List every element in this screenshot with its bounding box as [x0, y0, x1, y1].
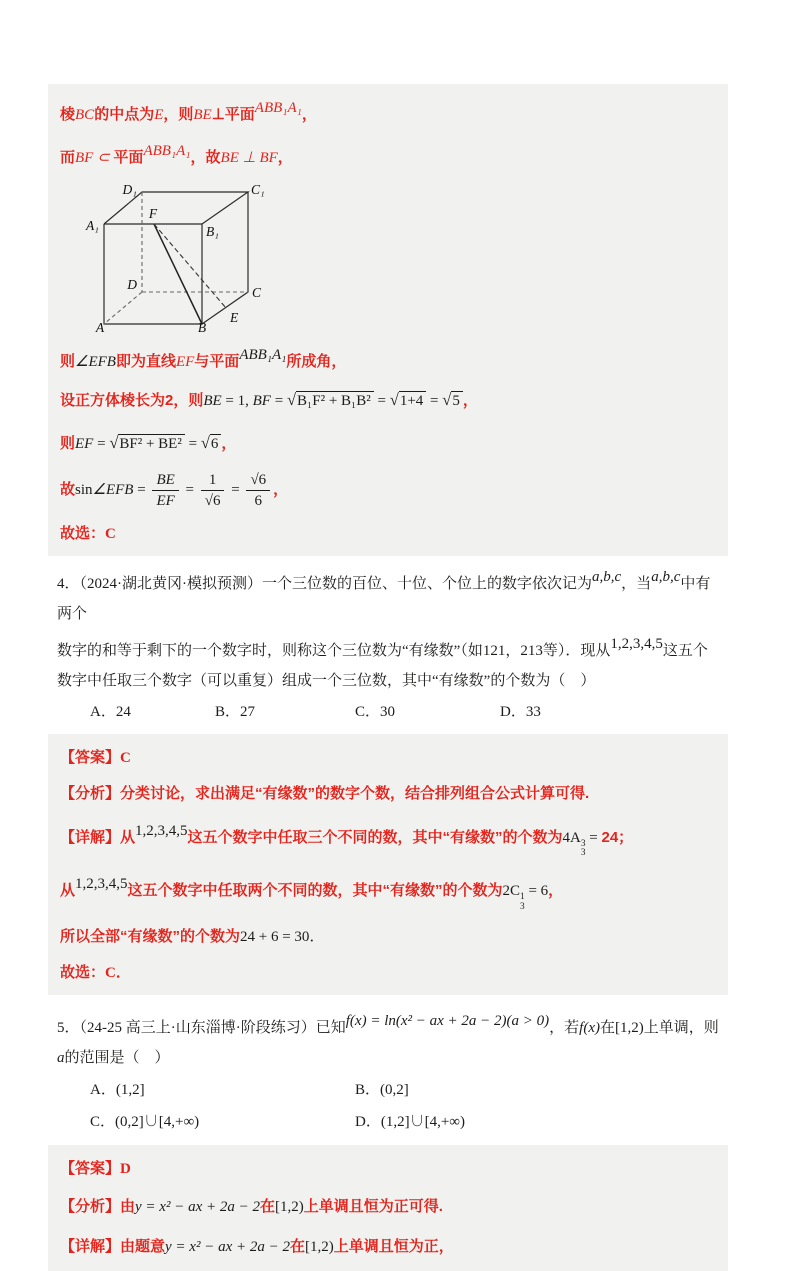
answer-5-analysis-line: 【分析】由y = x² − ax + 2a − 2在[1,2)上单调且恒为正可得.	[60, 1198, 443, 1216]
question-5-option-c	[90, 1107, 355, 1137]
answer-5-detail-line: 【详解】由题意y = x² − ax + 2a − 2在[1,2)上单调且恒为正，	[60, 1238, 454, 1256]
cube-dashed-edges	[104, 192, 248, 324]
option-value: (0,2]	[380, 1082, 409, 1099]
label-D1: D₁	[122, 181, 137, 197]
label-C1: C₁	[251, 181, 265, 197]
question-4-line-3: 数字中任取三个数字（可以重复）组成一个三位数，其中“有缘数”的个数为（ ）	[57, 672, 596, 689]
cube-svg	[80, 182, 265, 334]
solution-3-answer-line: 故选：C	[60, 525, 116, 543]
option-label: C．	[90, 1114, 116, 1131]
label-A: A	[95, 319, 105, 335]
solution-3-line-2: 而BF ⊂ 平面ABB₁A₁，故BE ⊥ BF，	[60, 142, 293, 166]
option-value: (0,2]∪[4,+∞)	[115, 1114, 200, 1131]
option-label: A．	[90, 1082, 116, 1099]
option-value: (1,2]	[115, 1082, 145, 1099]
label-C: C	[252, 284, 262, 300]
label-B: B	[197, 319, 207, 335]
question-4-line-2: 数字的和等于剩下的一个数字时，则称这个三位数为“有缘数”（如121，213等）．现从1,2,3,4,5这五个	[57, 636, 708, 659]
answer-4-detail-line-3: 所以全部“有缘数”的个数为24 + 6 = 30．	[60, 927, 325, 945]
question-4-option-d	[500, 698, 541, 726]
question-4	[57, 562, 725, 726]
cube-figure	[80, 182, 716, 339]
option-value: 33	[525, 703, 541, 720]
answer-4-detail-line-2: 从1,2,3,4,5这五个数字中任取两个不同的数，其中“有缘数”的个数为2C 1 3 = 6，	[60, 876, 564, 912]
option-label: B．	[355, 1082, 381, 1099]
question-4-option-b	[215, 698, 355, 726]
answer-5-block	[48, 1145, 728, 1271]
solution-3-line-5: 则EF = √BF² + BE² = √6 ，	[60, 433, 237, 453]
label-E: E	[230, 309, 239, 325]
answer-4-block	[48, 734, 728, 995]
question-4-option-a	[90, 698, 215, 726]
option-value: 24	[115, 703, 131, 720]
top-margin	[0, 0, 800, 84]
question-5-line-1: 5．（24-25 高三上·山东淄博·阶段练习）已知f(x) = ln(x² − ax + 2a − 2)(a > 0)，若f(x)在[1,2)上单调，则	[57, 1012, 719, 1036]
option-label: B．	[215, 703, 241, 720]
question-5-option-a	[90, 1075, 355, 1105]
option-label: D．	[355, 1114, 381, 1131]
question-5-options	[57, 1075, 725, 1137]
answer-4-answer-line: 【答案】C	[60, 748, 131, 766]
label-D: D	[127, 276, 137, 292]
question-5-line-2: a的范围是（ ）	[57, 1050, 170, 1067]
label-B1: B₁	[206, 223, 219, 239]
option-label: C．	[355, 703, 381, 720]
label-F: F	[148, 205, 158, 221]
question-5-option-b	[355, 1075, 725, 1105]
option-label: D．	[500, 703, 526, 720]
question-5	[57, 1005, 725, 1138]
question-4-line-1: 4．（2024·湖北黄冈·模拟预测）一个三位数的百位、十位、个位上的数字依次记为a,b,c，当a,b,c中有两个	[57, 569, 711, 622]
label-A1: A₁	[86, 217, 99, 233]
option-value: (1,2]∪[4,+∞)	[380, 1114, 465, 1131]
cube-solid-edges	[104, 192, 248, 324]
solution-3-line-3: 则∠EFB即为直线EF与平面ABB₁A₁所成角，	[60, 346, 347, 370]
segment-FB	[154, 224, 202, 324]
option-value: 30	[380, 703, 396, 720]
option-value: 27	[240, 703, 256, 720]
answer-4-choice-line: 故选：C．	[60, 963, 131, 981]
question-4-options	[57, 698, 725, 726]
option-label: A．	[90, 703, 116, 720]
question-4-option-c	[355, 698, 500, 726]
question-5-option-d	[355, 1107, 725, 1137]
solution-3-line-6: 故sin∠EFB = $\frac{BE}{EF}$ = $\frac{1}{√6}$ = $\frac{√6}{6}$ ，	[60, 472, 289, 510]
answer-5-answer-line: 【答案】D	[60, 1160, 131, 1178]
solution-3-line-4: 设正方体棱长为2，则BE = 1, BF = √B₁F² + B₁B² = √1+4 = √5 ，	[60, 390, 478, 410]
solution-3-line-1: 棱BC的中点为E，则BE⊥平面ABB₁A₁，	[60, 100, 317, 123]
answer-4-detail-line-1: 【详解】从1,2,3,4,5这五个数字中任取三个不同的数，其中“有缘数”的个数为4A 3 3 = 24；	[60, 822, 634, 859]
answer-4-analysis-line: 【分析】分类讨论，求出满足“有缘数”的数字个数，结合排列组合公式计算可得.	[60, 784, 590, 802]
solution-3-block	[48, 84, 728, 556]
